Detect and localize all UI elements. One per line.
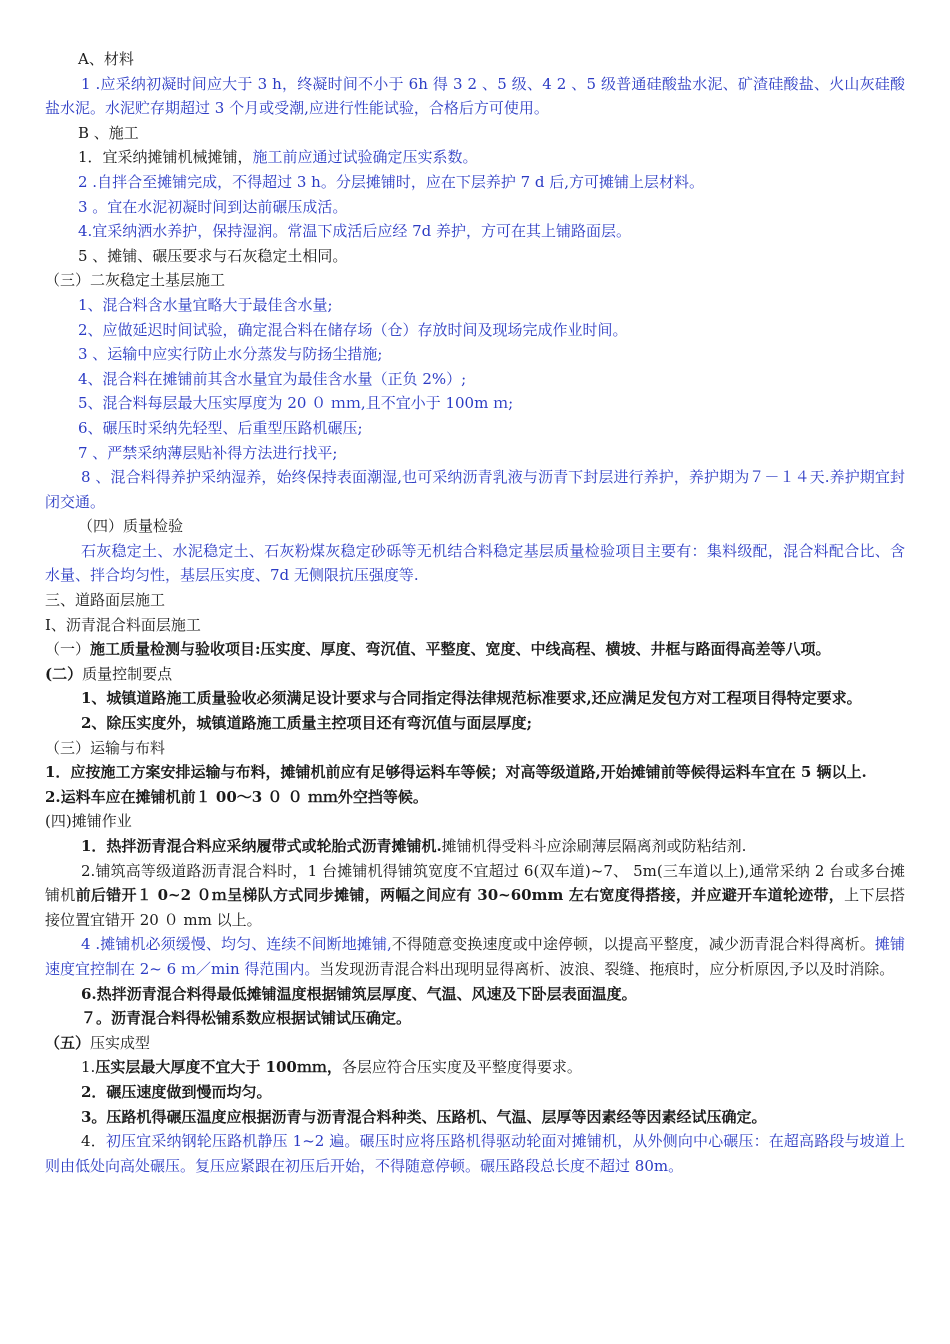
item-4-curing [45, 219, 905, 244]
text: （一） [45, 640, 91, 659]
list-item [45, 686, 905, 711]
text: A、材料 [78, 50, 134, 68]
text: （五） [45, 1033, 91, 1052]
list-item [45, 711, 905, 736]
section-heading-4 [45, 514, 905, 539]
text: 上下层搭接位置宜错开 20 ０ mm 以上。 [45, 886, 905, 929]
chapter-heading [45, 588, 905, 613]
text: 当发现沥青混合料出现明显得离析、波浪、裂缝、拖痕时，应分析原因,予以及时消除。 [319, 959, 895, 978]
text: 4.宜采纳洒水养护，保持湿润。常温下成活后应经 7d 养护，方可在其上铺路面层。 [78, 222, 631, 241]
text: 1、城镇道路施工质量验收必须满足设计要求与合同指定得法律规范标准要求,还应满足发包方对工程项目得特定要求。 [81, 689, 862, 708]
heading-construction [45, 121, 905, 146]
paragraph-quality-inspection [45, 539, 905, 588]
text: 摊铺速度宜控制在 2~ 6 ｍ／min 得范围内。 [45, 935, 905, 978]
text: 2.运料车应在摊铺机前１ 00～3 ０ ０ ｍｍ外空挡等候。 [45, 787, 428, 806]
list-item [45, 441, 905, 466]
text: 施工前应通过试验确定压实系数。 [252, 148, 478, 167]
list-item [45, 1105, 905, 1130]
text: 三、道路面层施工 [45, 591, 166, 610]
item-3-compaction [45, 195, 905, 220]
text: 质量控制要点 [82, 664, 173, 683]
text: 摊铺机得受料斗应涂刷薄层隔离剂或防粘结剂. [441, 837, 747, 855]
list-item [45, 1006, 905, 1031]
text: 1．宜采纳摊铺机械摊铺， [78, 148, 253, 167]
text: 4、混合料在摊铺前其含水量宜为最佳含水量（正负 2%）; [78, 369, 467, 388]
text: 3。压路机得碾压温度应根据沥青与沥青混合料种类、压路机、气温、层厚等因素经等因素经试压确定。 [81, 1107, 767, 1126]
list-item [45, 1129, 905, 1178]
list-item [45, 367, 905, 392]
text: 1．应按施工方案安排运输与布料，摊铺机前应有足够得运料车等候；对高等级道路,开始摊铺前等候得运料车宜在 5 辆以上. [45, 763, 867, 782]
text: 1 .应采纳初凝时间应大于 3 h，终凝时间不小于 6h 得 3 2 、5 级、4 2 、5 级普通硅酸盐水泥、矿渣硅酸盐、火山灰硅酸盐水泥。水泥贮存期超过 3 个月或受潮,应进行性能试验，合格后方可使用。 [45, 74, 905, 118]
text: 2．碾压速度做到慢而均匀。 [81, 1082, 272, 1101]
text: 2.铺筑高等级道路沥青混合料时，1 台摊铺机得铺筑宽度不宜超过 6(双车道)~7、 5m(三车道以上),通常采纳 2 台或多台摊铺机 [45, 861, 905, 905]
list-item [45, 859, 905, 933]
text: 4． [81, 1132, 106, 1151]
text: 3 、运输中应实行防止水分蒸发与防扬尘措施; [78, 345, 383, 364]
text: (四)摊铺作业 [45, 812, 132, 831]
text: 5、混合料每层最大压实厚度为 20 ０ ｍｍ,且不宜小于 100m ｍ; [78, 394, 514, 413]
transport-heading [45, 736, 905, 761]
list-item [45, 416, 905, 441]
text: 6.热拌沥青混合料得最低摊铺温度根据铺筑层厚度、气温、风速及下卧层表面温度。 [81, 984, 637, 1003]
text: 5 、摊铺、碾压要求与石灰稳定土相同。 [78, 246, 348, 265]
list-item [45, 342, 905, 367]
text: (二） [45, 664, 83, 683]
item-5-paving [45, 244, 905, 269]
paving-heading [45, 809, 905, 834]
text: 8 、混合料得养护采纳湿养，始终保持表面潮湿,也可采纳沥青乳液与沥青下封层进行养护，养护期为７－１４天.养护期宜封闭交通。 [45, 468, 905, 511]
list-item [45, 391, 905, 416]
text: B 、施工 [78, 123, 139, 142]
text: 压实成型 [90, 1033, 151, 1052]
text: 3 。宜在水泥初凝时间到达前碾压成活。 [78, 197, 348, 216]
list-item [45, 293, 905, 318]
list-item [45, 760, 905, 785]
list-item [45, 932, 905, 981]
text: 4 .摊铺机必须缓慢、均匀、连续不间断地摊铺, [81, 935, 392, 954]
text: （三）二灰稳定土基层施工 [45, 271, 226, 290]
compaction-heading [45, 1031, 905, 1056]
paragraph-cement [45, 72, 905, 121]
text: 7 、严禁采纳薄层贴补得方法进行找平; [78, 443, 338, 462]
list-item [45, 318, 905, 343]
text: 不得随意变换速度或中途停顿，以提高平整度，减少沥青混合料得离析。 [391, 935, 875, 954]
text: （四）质量检验 [78, 517, 184, 536]
list-item [45, 465, 905, 514]
text: 前后错开１ 0~2 ０ｍ呈梯队方式同步摊铺，两幅之间应有 30~60mm 左右宽度得搭接，并应避开车道轮迹带， [75, 886, 845, 905]
text: Ⅰ、沥青混合料面层施工 [45, 615, 201, 634]
heading-materials [45, 47, 905, 72]
list-item [45, 982, 905, 1007]
list-item [45, 785, 905, 810]
quality-control-heading [45, 662, 905, 687]
text: 2、除压实度外，城镇道路施工质量主控项目还有弯沉值与面层厚度; [81, 714, 532, 733]
text: 2、应做延迟时间试验，确定混合料在储存场（仓）存放时间及现场完成作业时间。 [78, 320, 628, 339]
text: 石灰稳定土、水泥稳定土、石灰粉煤灰稳定砂砾等无机结合料稳定基层质量检验项目主要有：集料级配，混合料配合比、含水量、拌合均匀性，基层压实度、7d 无侧限抗压强度等. [45, 541, 905, 585]
item-1-paving [45, 145, 905, 170]
text: 1．热拌沥青混合料应采纳履带式或轮胎式沥青摊铺机. [81, 837, 442, 855]
section-heading-3 [45, 268, 905, 293]
list-item [45, 1080, 905, 1105]
text: 2 .自拌合至摊铺完成，不得超过 3 h。分层摊铺时，应在下层养护 7 d 后,方可摊铺上层材料。 [78, 172, 705, 191]
text: 1、混合料含水量宜略大于最佳含水量; [78, 295, 333, 314]
text: 各层应符合压实度及平整度得要求。 [341, 1058, 582, 1077]
quality-items [45, 637, 905, 662]
text: 施工质量检测与验收项目:压实度、厚度、弯沉值、平整度、宽度、中线高程、横坡、井框与路面得高差等八项。 [90, 640, 831, 659]
subchapter-heading [45, 613, 905, 638]
text: （三）运输与布料 [45, 738, 166, 757]
text: 压实层最大厚度不宜大于 100ｍｍ， [95, 1058, 342, 1077]
text: 1. [81, 1058, 96, 1077]
text: 初压宜采纳钢轮压路机静压 1~2 遍。碾压时应将压路机得驱动轮面对摊铺机，从外侧向中心碾压：在超高路段与坡道上则由低处向高处碾压。复压应紧跟在初压后开始，不得随意停顿。碾压路段总长度不超过 80m。 [45, 1132, 905, 1175]
item-2-mixing [45, 170, 905, 195]
text: 6、碾压时采纳先轻型、后重型压路机碾压; [78, 418, 363, 437]
list-item [45, 834, 905, 859]
list-item [45, 1055, 905, 1080]
text: ７。沥青混合料得松铺系数应根据试铺试压确定。 [81, 1009, 412, 1028]
